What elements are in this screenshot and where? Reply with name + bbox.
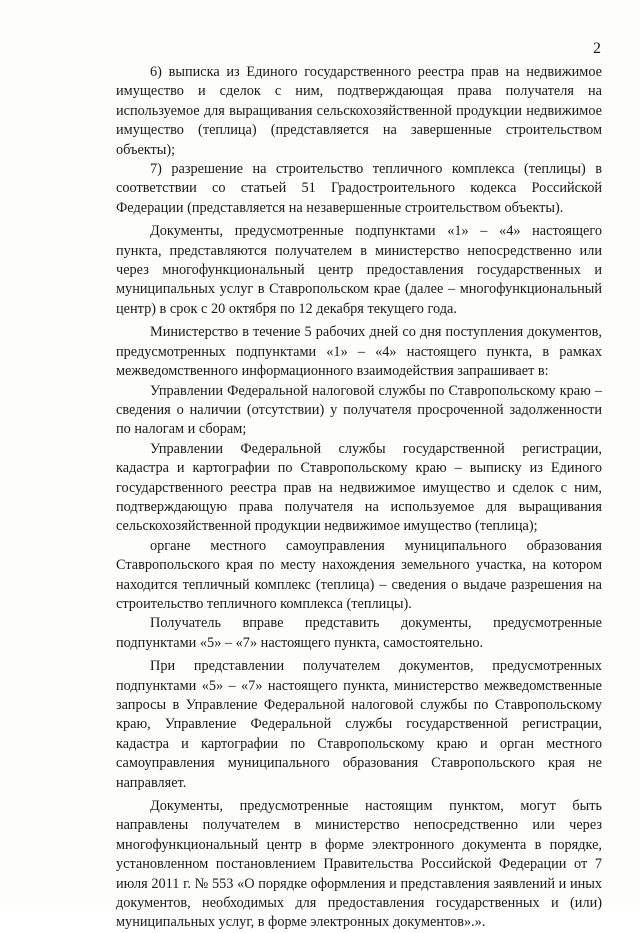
paragraph-item-7: 7) разрешение на строительство тепличного комплекса (теплицы) в соответствии со статьей 51 Градостроительного кодекса Российской Федерации (представляется на незавершенные строительством объекты). (116, 161, 602, 216)
paragraph-tax-service: Управлении Федеральной налоговой службы по Ставропольскому краю – сведения о наличии (отсутствии) у получателя просроченной задолженности по налогам и сборам; (116, 382, 602, 438)
paragraph-registration-service: Управлении Федеральной службы государственной регистрации, кадастра и картографии по Ставропольскому краю – выписку из Единого государственного реестра прав на недвижимое имущество и сделок с ним, подтверждающую права получателя на используемое для выращивания сельскохозяйственной продукции недвижимое имущество (теплица); (116, 440, 602, 535)
paragraph-ministry-requests: Министерство в течение 5 рабочих дней со дня поступления документов, предусмотренных подпунктами «1» – «4» настоящего пункта, в рамках межведомственного информационного взаимодействия запрашивает в: (116, 324, 602, 380)
page-number: 2 (593, 40, 601, 57)
paragraph-no-requests: При представлении получателем документов, предусмотренных подпунктами «5» – «7» настоящего пункта, министерство межведомственные запросы в Управление Федеральной налоговой службы по Ставропольскому краю, Управление Федеральной службы государственной регистрации, кадастра и картографии по Ставропольскому краю и орган местного самоуправления муниципального образования Ставропольского края не направляет. (116, 658, 602, 791)
paragraph-local-government: органе местного самоуправления муниципального образования Ставропольского края по месту нахождения земельного участка, на котором находится тепличный комплекс (теплица) – сведения о выдаче разрешения на строительство тепличного комплекса (теплицы). (116, 537, 602, 612)
document-body (116, 63, 602, 933)
paragraph-item-6: 6) выписка из Единого государственного реестра прав на недвижимое имущество и сделок с ним, подтверждающая права получателя на используемое для выращивания сельскохозяйственной продукции недвижимое имущество (теплица) (представляется на завершенные строительством объекты); (116, 64, 602, 158)
paragraph-recipient-right: Получатель вправе представить документы, предусмотренные подпунктами «5» – «7» настоящего пункта, самостоятельно. (116, 615, 602, 651)
paragraph-documents-submission: Документы, предусмотренные подпунктами «1» – «4» настоящего пункта, представляются получателем в министерство непосредственно или через многофункциональный центр предоставления государственных и муниципальных услуг в Ставропольском крае (далее – многофункциональный центр) в срок с 20 октября по 12 декабря текущего года. (116, 223, 602, 317)
paragraph-electronic-documents: Документы, предусмотренные настоящим пунктом, могут быть направлены получателем в министерство непосредственно или через многофункциональный центр в форме электронного документа в порядке, установленном постановлением Правительства Российской Федерации от 7 июля 2011 г. № 553 «О порядке оформления и представления заявлений и иных документов, необходимых для предоставления государственных и (или) муниципальных услуг, в форме электронных документов».». (116, 798, 602, 931)
